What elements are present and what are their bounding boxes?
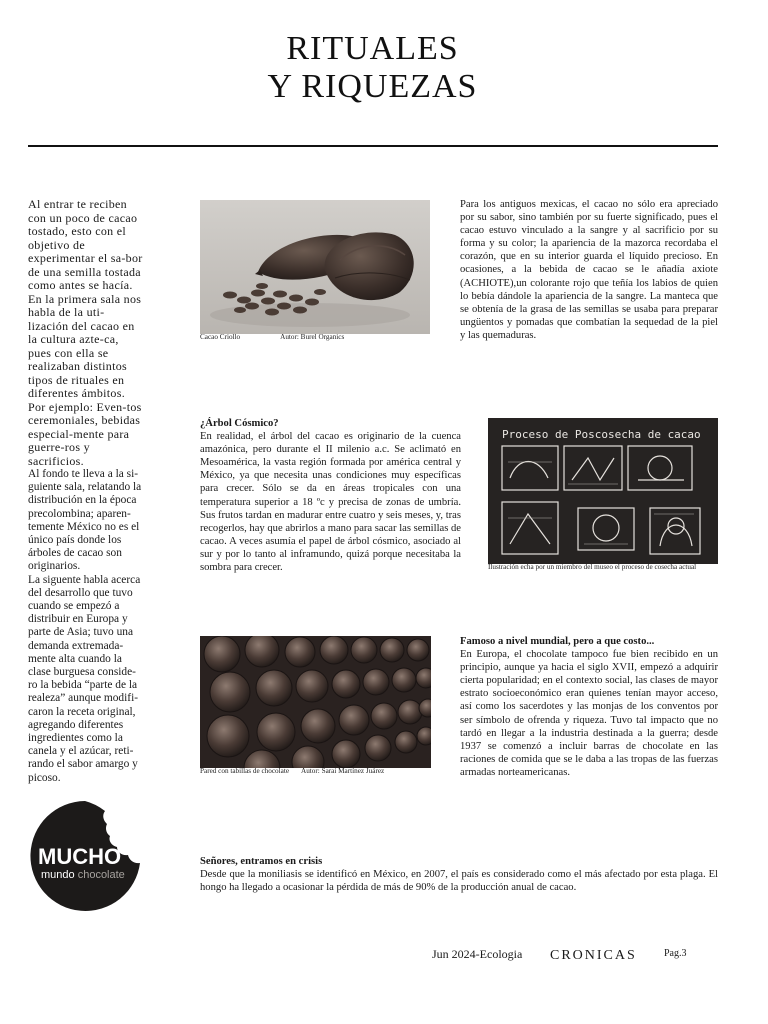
logo-tag-part2: chocolate	[77, 869, 125, 881]
cacao-pod-photo	[200, 200, 430, 334]
article-crisis-heading: Señores, entramos en crisis	[200, 856, 323, 867]
article-famoso-text: En Europa, el chocolate tampoco fue bien recibido en un principio, aunque ya hacia el siglo XVII, empezó a adquirir cierta popularidad; en el contexto social, las clases de mayor estrato socioeconómico eran quienes tenían mayor acceso, así como los sacerdotes y las monjas de los conventos por ser símbolo de ofrenda y riqueza. Tuvo tal impacto que no tardó en llegar a la industria destinada a la guerra; desde 1937 se comenzó a incluir barras de chocolate en las raciones de comida que se le daba a las tropas de las fuerzas armadas norteamericanas.	[460, 649, 718, 778]
footer-brand: CRONICAS	[550, 948, 637, 963]
sidebar-column	[28, 198, 144, 785]
article-mexicas	[460, 198, 718, 342]
sidebar-para-3: Al fondo te lleva a la si-guiente sala, relatando la distribución en la época precolombina; aparen-temente México no es el único país donde los árboles de cacao son originarios.	[28, 468, 142, 573]
photo2-caption: Ilustración echa por un miembro del museo el proceso de cosecha actual	[488, 563, 697, 571]
article-arbol-text: En realidad, el árbol del cacao es originario de la cuenca amazónica, pero durante el II milenio a.c. Se aclimató en Mesoamérica, la vasta región formada por américa central y México, ya que necesita unas condiciones muy específicas para crecer. Sólo se da en áreas tropicales con una temperatura superior a 18 ºc y precisa de zonas de umbría. Sus frutos tardan en madurar entre cuatro y seis meses, y, tras recogerlos, hay que abrirlos a mano para sacar las semillas de cacao. A veces asumía el papel de árbol cósmico, asociado al sur y por lo tanto al inframundo, quizá porque necesitaba la sombra para crecer.	[200, 431, 461, 574]
photo1-caption-author: Autor: Burel Organics	[280, 333, 345, 341]
article-famoso-heading: Famoso a nivel mundial, pero a que costo...	[460, 636, 655, 647]
photo1-caption	[200, 333, 430, 341]
poscosecha-illustration	[488, 418, 718, 564]
sidebar-para-1: Al entrar te reciben con un poco de cacao tostado, esto con el objetivo de experimentar el sa-bor de una semilla tostada como antes se hacía.	[28, 197, 143, 292]
title-rule	[28, 145, 718, 147]
logo-tag-part1: mundo	[41, 869, 75, 881]
board-title: Proceso de Poscosecha de cacao	[502, 428, 701, 441]
sidebar-para-4: La siguente habla acerca del desarrollo que tuvo cuando se empezó a distribuir en Europa y parte de Asia; tuvo una demanda extremada-mente alta cuando la clase burguesa conside-ro la bebida “parte de la realeza” aunque modifi-caron la receta original, agregando diferentes ingredientes como la canela y el azúcar, reti-rando el sabor amargo y picoso.	[28, 573, 141, 784]
photo3-caption-title: Pared con tabillas de chocolate	[200, 767, 290, 775]
title-line-2: Y RIQUEZAS	[267, 68, 478, 105]
article-crisis	[200, 855, 718, 894]
chocolate-wall-photo	[200, 636, 431, 768]
photo3-caption	[200, 767, 435, 775]
photo3-caption-author: Autor: Sarai Martínez Juárez	[301, 767, 385, 775]
article-arbol-heading: ¿Árbol Cósmico?	[200, 418, 279, 429]
title-line-1: RITUALES	[286, 30, 459, 67]
logo-word: MUCHO	[38, 844, 122, 869]
svg-text:mundo chocolate	[41, 869, 125, 881]
photo1-caption-title: Cacao Criollo	[200, 333, 241, 341]
footer-page-number: Pag.3	[664, 948, 687, 959]
sidebar-para-2: En la primera sala nos habla de la uti-lización del cacao en la cultura azte-ca, pues con ella se realizaban distintos tipos de rituales en diferentes ámbitos. Por ejemplo: Even-tos ceremoniales, bebidas especial-mente para guerre-ros y sacrificios.	[28, 291, 142, 468]
article-mexicas-text: Para los antiguos mexicas, el cacao no sólo era apreciado por su sabor, sino también por su fuerte significado, pues el cacao estuvo vinculado a la sangre y al sacrificio por su forma y su color; la apariencia de la mazorca recordaba el corazón, que en su interior guarda el líquido precioso. En ocasiones, a la bebida de cacao se le añadía axiote (ACHIOTE),un colorante rojo que teñía los labios de quien lo bebía dándole la apariencia de la sangre. La manteca que se obtenía de la grasa de las semillas se usaba para preparar ungüentos y pomadas que combatían la sequedad de la piel y las quemaduras.	[460, 199, 718, 341]
article-arbol-cosmico	[200, 417, 461, 574]
article-crisis-text: Desde que la moniliasis se identificó en México, en 2007, el país es considerado como el más afectado por esta plaga. El hongo ha llegado a ocasionar la pérdida de más de 90% de la producción anual de cacao.	[200, 869, 718, 894]
mucho-logo	[28, 801, 143, 911]
footer-date: Jun 2024-Ecologia	[432, 947, 523, 961]
article-famoso	[460, 635, 718, 779]
page-title	[0, 30, 745, 106]
